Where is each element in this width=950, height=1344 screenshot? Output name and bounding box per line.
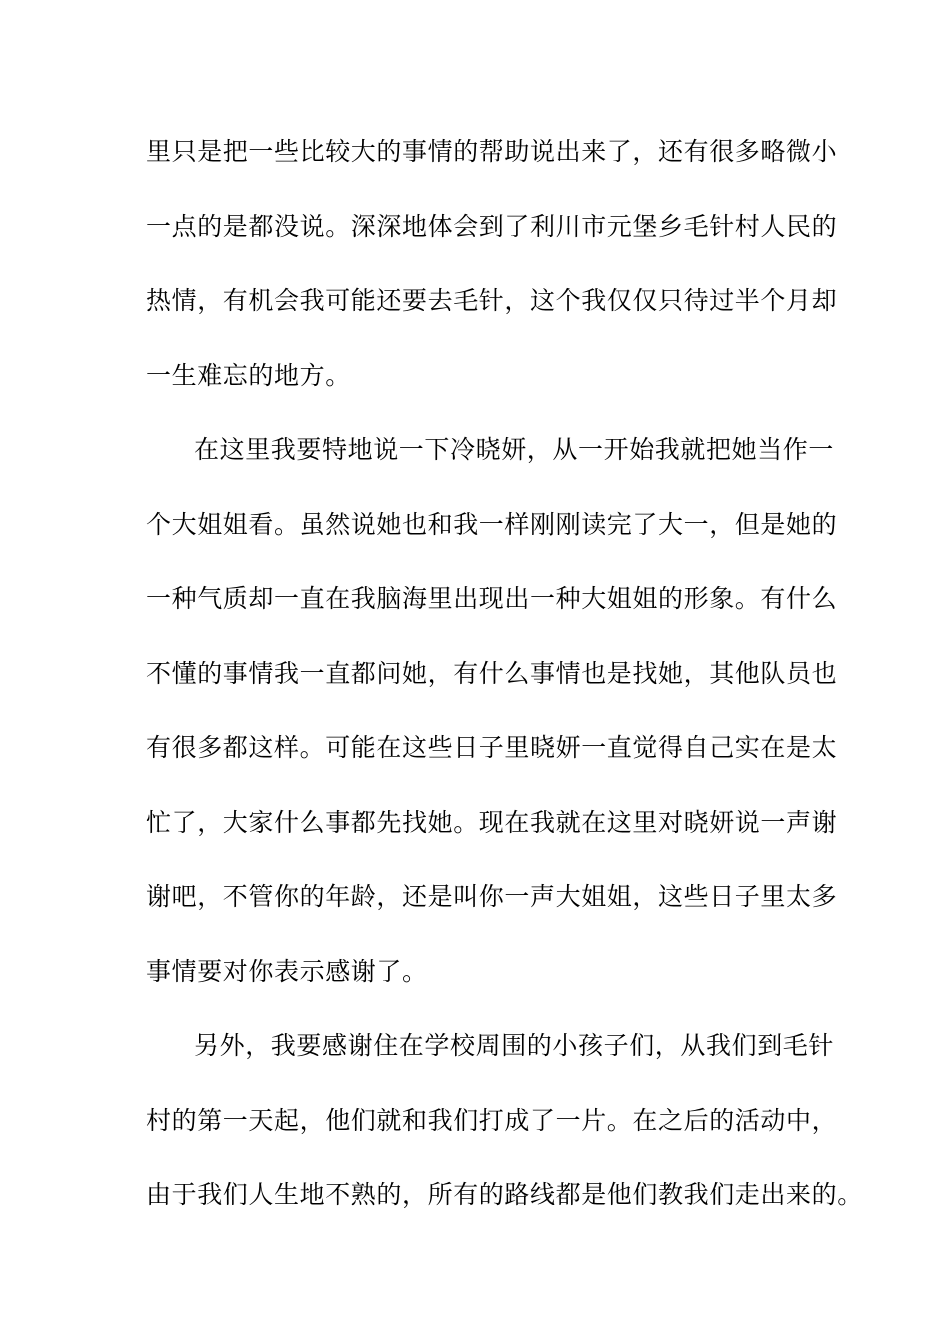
text-line: 村的第一天起，他们就和我们打成了一片。在之后的活动中， — [146, 1105, 838, 1135]
text-line: 谢吧，不管你的年龄，还是叫你一声大姐姐，这些日子里太多 — [146, 882, 838, 911]
text-line: 不懂的事情我一直都问她，有什么事情也是找她，其他队员也 — [146, 658, 838, 688]
text-line: 由于我们人生地不熟的，所有的路线都是他们教我们走出来的。 — [146, 1180, 863, 1209]
text-line: 热情，有机会我可能还要去毛针，这个我仅仅只待过半个月却 — [146, 286, 838, 315]
text-line: 事情要对你表示感谢了。 — [146, 956, 428, 986]
text-line: 一种气质却一直在我脑海里出现出一种大姐姐的形象。有什么 — [146, 584, 838, 613]
text-line: 一生难忘的地方。 — [146, 360, 351, 390]
paragraph-first-line: 在这里我要特地说一下冷晓妍，从一开始我就把她当作一 — [194, 435, 835, 464]
text-line: 忙了，大家什么事都先找她。现在我就在这里对晓妍说一声谢 — [146, 807, 838, 837]
text-line: 个大姐姐看。虽然说她也和我一样刚刚读完了大一，但是她的 — [146, 509, 838, 539]
text-line: 里只是把一些比较大的事情的帮助说出来了，还有很多略微小 — [146, 137, 838, 166]
text-line: 有很多都这样。可能在这些日子里晓妍一直觉得自己实在是太 — [146, 733, 838, 762]
body-text — [146, 127, 863, 1245]
paragraph-first-line: 另外，我要感谢住在学校周围的小孩子们，从我们到毛针 — [194, 1031, 835, 1060]
text-line: 一点的是都没说。深深地体会到了利川市元堡乡毛针村人民的 — [146, 211, 838, 241]
